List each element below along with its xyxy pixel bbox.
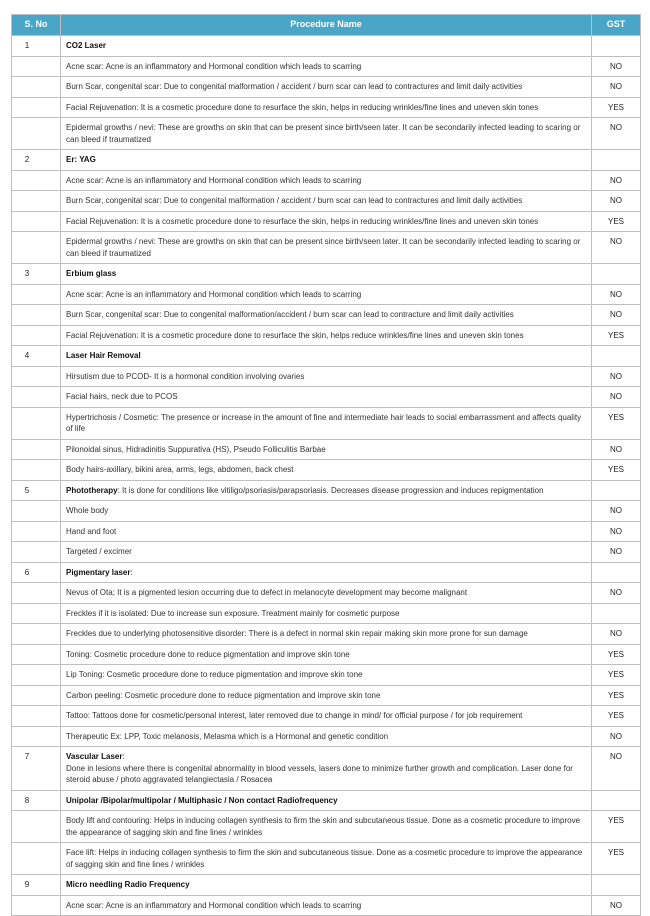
table-row	[12, 542, 641, 563]
section-description: :	[122, 752, 125, 761]
gst-cell	[592, 480, 641, 501]
procedure-cell	[61, 521, 592, 542]
section-description: : It is done for conditions like vitiligo/psoriasis/parapsoriasis. Decreases disease progression and induces repigmentation	[117, 485, 544, 495]
table-row	[12, 407, 641, 439]
procedure-text: Burn Scar, congenital scar: Due to congenital malformation / accident / burn scar can lead to contractures and limit daily activities	[66, 196, 523, 205]
procedure-text: Facial Rejuvenation: It is a cosmetic procedure done to resurface the skin, helps in reducing wrinkles/fine lines and uneven skin tones	[66, 216, 539, 226]
procedure-text: Acne scar: Acne is an inflammatory and Hormonal condition which leads to scarring	[66, 900, 362, 910]
gst-cell: NO	[592, 583, 641, 604]
table-row	[12, 624, 641, 645]
gst-cell: NO	[592, 726, 641, 747]
table-row	[12, 191, 641, 212]
table-row	[12, 583, 641, 604]
gst-cell: YES	[592, 811, 641, 843]
serial-number-cell: 4	[12, 346, 61, 367]
procedure-cell	[61, 305, 592, 326]
section-row	[12, 480, 641, 501]
table-row	[12, 521, 641, 542]
table-row	[12, 387, 641, 408]
procedure-cell	[61, 346, 592, 367]
procedure-cell	[61, 706, 592, 727]
section-row	[12, 747, 641, 791]
procedure-cell	[61, 790, 592, 811]
serial-number-cell	[12, 305, 61, 326]
table-row	[12, 685, 641, 706]
serial-number-cell	[12, 603, 61, 624]
table-row	[12, 501, 641, 522]
procedure-text: Hypertrichosis / Cosmetic: The presence or increase in the amount of fine and intermediate hair leads to social embarrassment and affects quality of life	[66, 412, 582, 433]
procedure-cell	[61, 644, 592, 665]
procedure-cell	[61, 685, 592, 706]
serial-number-cell: 6	[12, 562, 61, 583]
serial-number-cell: 7	[12, 747, 61, 791]
procedure-text: Freckles if it is isolated: Due to increase sun exposure. Treatment mainly for cosmetic purpose	[66, 608, 400, 618]
procedure-cell	[61, 542, 592, 563]
procedure-cell	[61, 150, 592, 171]
serial-number-cell	[12, 843, 61, 875]
gst-cell: NO	[592, 118, 641, 150]
procedure-cell	[61, 366, 592, 387]
section-row	[12, 875, 641, 896]
gst-cell	[592, 790, 641, 811]
section-row	[12, 790, 641, 811]
serial-number-cell	[12, 170, 61, 191]
procedure-table	[11, 14, 641, 916]
section-row	[12, 562, 641, 583]
gst-cell: NO	[592, 284, 641, 305]
procedure-cell	[61, 284, 592, 305]
section-title: Laser Hair Removal	[66, 351, 141, 360]
table-row	[12, 284, 641, 305]
table-row	[12, 603, 641, 624]
procedure-cell	[61, 56, 592, 77]
gst-cell	[592, 36, 641, 57]
procedure-text: Lip Toning: Cosmetic procedure done to reduce pigmentation and improve skin tone	[66, 670, 363, 679]
table-row	[12, 665, 641, 686]
procedure-text: Pilonoidal sinus, Hidradinitis Suppurativa (HS), Pseudo Folliculitis Barbae	[66, 444, 326, 454]
procedure-text: Acne scar: Acne is an inflammatory and Hormonal condition which leads to scarring	[66, 175, 362, 185]
table-row	[12, 460, 641, 481]
procedure-text: Targeted / excimer	[66, 547, 132, 556]
gst-cell: NO	[592, 56, 641, 77]
procedure-cell	[61, 264, 592, 285]
table-row	[12, 97, 641, 118]
gst-cell: YES	[592, 407, 641, 439]
gst-cell: NO	[592, 501, 641, 522]
gst-cell: YES	[592, 644, 641, 665]
section-title: CO2 Laser	[66, 41, 107, 50]
procedure-text: Face lift: Helps in inducing collagen synthesis to firm the skin and subcutaneous tissue. Done as a cosmetic procedure to improve the appearance of sagging skin and fine lines / wrinkles	[66, 848, 583, 869]
gst-cell: NO	[592, 439, 641, 460]
gst-cell: YES	[592, 460, 641, 481]
section-title: Unipolar /Bipolar/multipolar / Multiphasic / Non contact Radiofrequency	[66, 795, 338, 805]
gst-cell	[592, 603, 641, 624]
serial-number-cell	[12, 407, 61, 439]
table-row	[12, 644, 641, 665]
procedure-text: Epidermal growths / nevi: These are growths on skin that can be present since birth/seen later. It can be secondarily infected leading to scaring or can bleed if traumatized	[66, 237, 581, 258]
serial-number-cell: 8	[12, 790, 61, 811]
table-row	[12, 726, 641, 747]
gst-cell: NO	[592, 77, 641, 98]
gst-cell: NO	[592, 305, 641, 326]
procedure-cell	[61, 747, 592, 791]
section-row	[12, 36, 641, 57]
gst-cell: NO	[592, 366, 641, 387]
table-body	[12, 36, 641, 916]
table-row	[12, 56, 641, 77]
serial-number-cell	[12, 211, 61, 232]
serial-number-cell	[12, 118, 61, 150]
procedure-text: Hand and foot	[66, 526, 117, 536]
serial-number-cell: 3	[12, 264, 61, 285]
procedure-table-container	[11, 14, 641, 916]
column-header-gst: GST	[592, 15, 641, 36]
procedure-cell	[61, 407, 592, 439]
gst-cell: NO	[592, 895, 641, 916]
procedure-cell	[61, 726, 592, 747]
table-row	[12, 211, 641, 232]
gst-cell	[592, 346, 641, 367]
serial-number-cell	[12, 726, 61, 747]
serial-number-cell	[12, 501, 61, 522]
procedure-cell	[61, 501, 592, 522]
procedure-cell	[61, 77, 592, 98]
procedure-cell	[61, 562, 592, 583]
section-title: Micro needling Radio Frequency	[66, 880, 190, 889]
column-header-sno: S. No	[12, 15, 61, 36]
gst-cell	[592, 875, 641, 896]
serial-number-cell	[12, 191, 61, 212]
section-title: Pigmentary laser	[66, 567, 131, 577]
procedure-text: Nevus of Ota; It is a pigmented lesion occurring due to defect in melanocyte development may become malignant	[66, 588, 468, 597]
gst-cell: NO	[592, 542, 641, 563]
serial-number-cell: 2	[12, 150, 61, 171]
table-row	[12, 895, 641, 916]
procedure-text: Hirsutism due to PCOD- It is a hormonal condition involving ovaries	[66, 371, 305, 381]
procedure-text: Epidermal growths / nevi: These are growths on skin that can be present since birth/seen later. It can be secondarily infected leading to scaring or can bleed if traumatized	[66, 123, 581, 144]
table-row	[12, 118, 641, 150]
procedure-text: Facial Rejuvenation: It is a cosmetic procedure done to resurface the skin, helps reduce wrinkles/fine lines and uneven skin tones	[66, 330, 524, 340]
gst-cell: NO	[592, 232, 641, 264]
table-row	[12, 305, 641, 326]
serial-number-cell	[12, 77, 61, 98]
serial-number-cell	[12, 706, 61, 727]
gst-cell: YES	[592, 706, 641, 727]
table-row	[12, 77, 641, 98]
serial-number-cell	[12, 56, 61, 77]
gst-cell: YES	[592, 665, 641, 686]
serial-number-cell	[12, 583, 61, 604]
procedure-text: Freckles due to underlying photosensitive disorder: There is a defect in normal skin repair making skin more prone for sun damage	[66, 629, 528, 638]
gst-cell: NO	[592, 521, 641, 542]
procedure-text: Therapeutic Ex: LPP, Toxic melanosis, Melasma which is a Hormonal and genetic condition	[66, 731, 389, 741]
serial-number-cell	[12, 439, 61, 460]
procedure-text: Toning: Cosmetic procedure done to reduce pigmentation and improve skin tone	[66, 649, 350, 659]
procedure-cell	[61, 36, 592, 57]
gst-cell: YES	[592, 97, 641, 118]
serial-number-cell: 1	[12, 36, 61, 57]
serial-number-cell	[12, 542, 61, 563]
procedure-cell	[61, 843, 592, 875]
serial-number-cell	[12, 325, 61, 346]
procedure-text: Acne scar: Acne is an inflammatory and Hormonal condition which leads to scarring	[66, 61, 362, 71]
procedure-cell	[61, 460, 592, 481]
serial-number-cell	[12, 460, 61, 481]
procedure-cell	[61, 211, 592, 232]
gst-cell: YES	[592, 325, 641, 346]
procedure-text: Body lift and contouring: Helps in inducing collagen synthesis to firm the skin and subcutaneous tissue. Done as a cosmetic procedure to improve the appearance of sagging skin and fine lines / wrinkles	[66, 816, 581, 837]
procedure-cell	[61, 665, 592, 686]
procedure-cell	[61, 439, 592, 460]
gst-cell	[592, 150, 641, 171]
serial-number-cell	[12, 387, 61, 408]
gst-cell: NO	[592, 747, 641, 791]
table-row	[12, 439, 641, 460]
procedure-cell	[61, 480, 592, 501]
procedure-cell	[61, 325, 592, 346]
section-row	[12, 264, 641, 285]
serial-number-cell	[12, 624, 61, 645]
gst-cell: NO	[592, 191, 641, 212]
serial-number-cell	[12, 284, 61, 305]
gst-cell: YES	[592, 843, 641, 875]
section-title: Er: YAG	[66, 155, 96, 164]
serial-number-cell	[12, 685, 61, 706]
procedure-cell	[61, 624, 592, 645]
table-row	[12, 232, 641, 264]
procedure-text: Whole body	[66, 506, 109, 515]
procedure-text: Burn Scar, congenital scar: Due to congenital malformation/accident / burn scar can lead to contracture and limit daily activities	[66, 310, 514, 319]
procedure-cell	[61, 118, 592, 150]
procedure-cell	[61, 387, 592, 408]
section-title: Erbium glass	[66, 269, 117, 278]
table-row	[12, 811, 641, 843]
procedure-cell	[61, 583, 592, 604]
procedure-cell	[61, 875, 592, 896]
table-row	[12, 325, 641, 346]
table-header-row	[12, 15, 641, 36]
procedure-text: Body hairs-axillary, bikini area, arms, legs, abdomen, back chest	[66, 465, 294, 474]
serial-number-cell: 9	[12, 875, 61, 896]
table-row	[12, 706, 641, 727]
serial-number-cell	[12, 811, 61, 843]
table-row	[12, 366, 641, 387]
serial-number-cell: 5	[12, 480, 61, 501]
gst-cell	[592, 264, 641, 285]
gst-cell: NO	[592, 624, 641, 645]
serial-number-cell	[12, 665, 61, 686]
serial-number-cell	[12, 644, 61, 665]
table-row	[12, 170, 641, 191]
serial-number-cell	[12, 521, 61, 542]
procedure-cell	[61, 97, 592, 118]
procedure-text: Acne scar: Acne is an inflammatory and Hormonal condition which leads to scarring	[66, 289, 362, 299]
serial-number-cell	[12, 895, 61, 916]
serial-number-cell	[12, 232, 61, 264]
procedure-text: Facial hairs, neck due to PCOS	[66, 392, 178, 401]
procedure-cell	[61, 191, 592, 212]
gst-cell: YES	[592, 685, 641, 706]
section-title: Vascular Laser	[66, 752, 123, 761]
section-row	[12, 150, 641, 171]
procedure-cell	[61, 170, 592, 191]
gst-cell: YES	[592, 211, 641, 232]
procedure-text: Burn Scar, congenital scar: Due to congenital malformation / accident / burn scar can lead to contractures and limit daily activities	[66, 82, 523, 91]
procedure-text: Tattoo: Tattoos done for cosmetic/personal interest, later removed due to change in mind/ for official purpose / for job requirement	[66, 711, 523, 720]
procedure-cell	[61, 811, 592, 843]
section-title: Phototherapy	[66, 485, 118, 495]
procedure-text: Facial Rejuvenation: It is a cosmetic procedure done to resurface the skin, helps in reducing wrinkles/fine lines and uneven skin tones	[66, 102, 539, 112]
section-row	[12, 346, 641, 367]
table-row	[12, 843, 641, 875]
section-description: :	[130, 567, 133, 577]
procedure-cell	[61, 895, 592, 916]
procedure-cell	[61, 232, 592, 264]
section-detail: Done in lesions where there is congenital abnormality in blood vessels, lasers done to minimize further growth and complication. Laser done for steroid abuse / photo aggravated telangiectasia / Rosacea	[66, 763, 573, 784]
procedure-text: Carbon peeling: Cosmetic procedure done to reduce pigmentation and improve skin tone	[66, 690, 381, 700]
gst-cell	[592, 562, 641, 583]
column-header-procedure: Procedure Name	[61, 15, 592, 36]
serial-number-cell	[12, 366, 61, 387]
gst-cell: NO	[592, 170, 641, 191]
procedure-cell	[61, 603, 592, 624]
serial-number-cell	[12, 97, 61, 118]
gst-cell: NO	[592, 387, 641, 408]
